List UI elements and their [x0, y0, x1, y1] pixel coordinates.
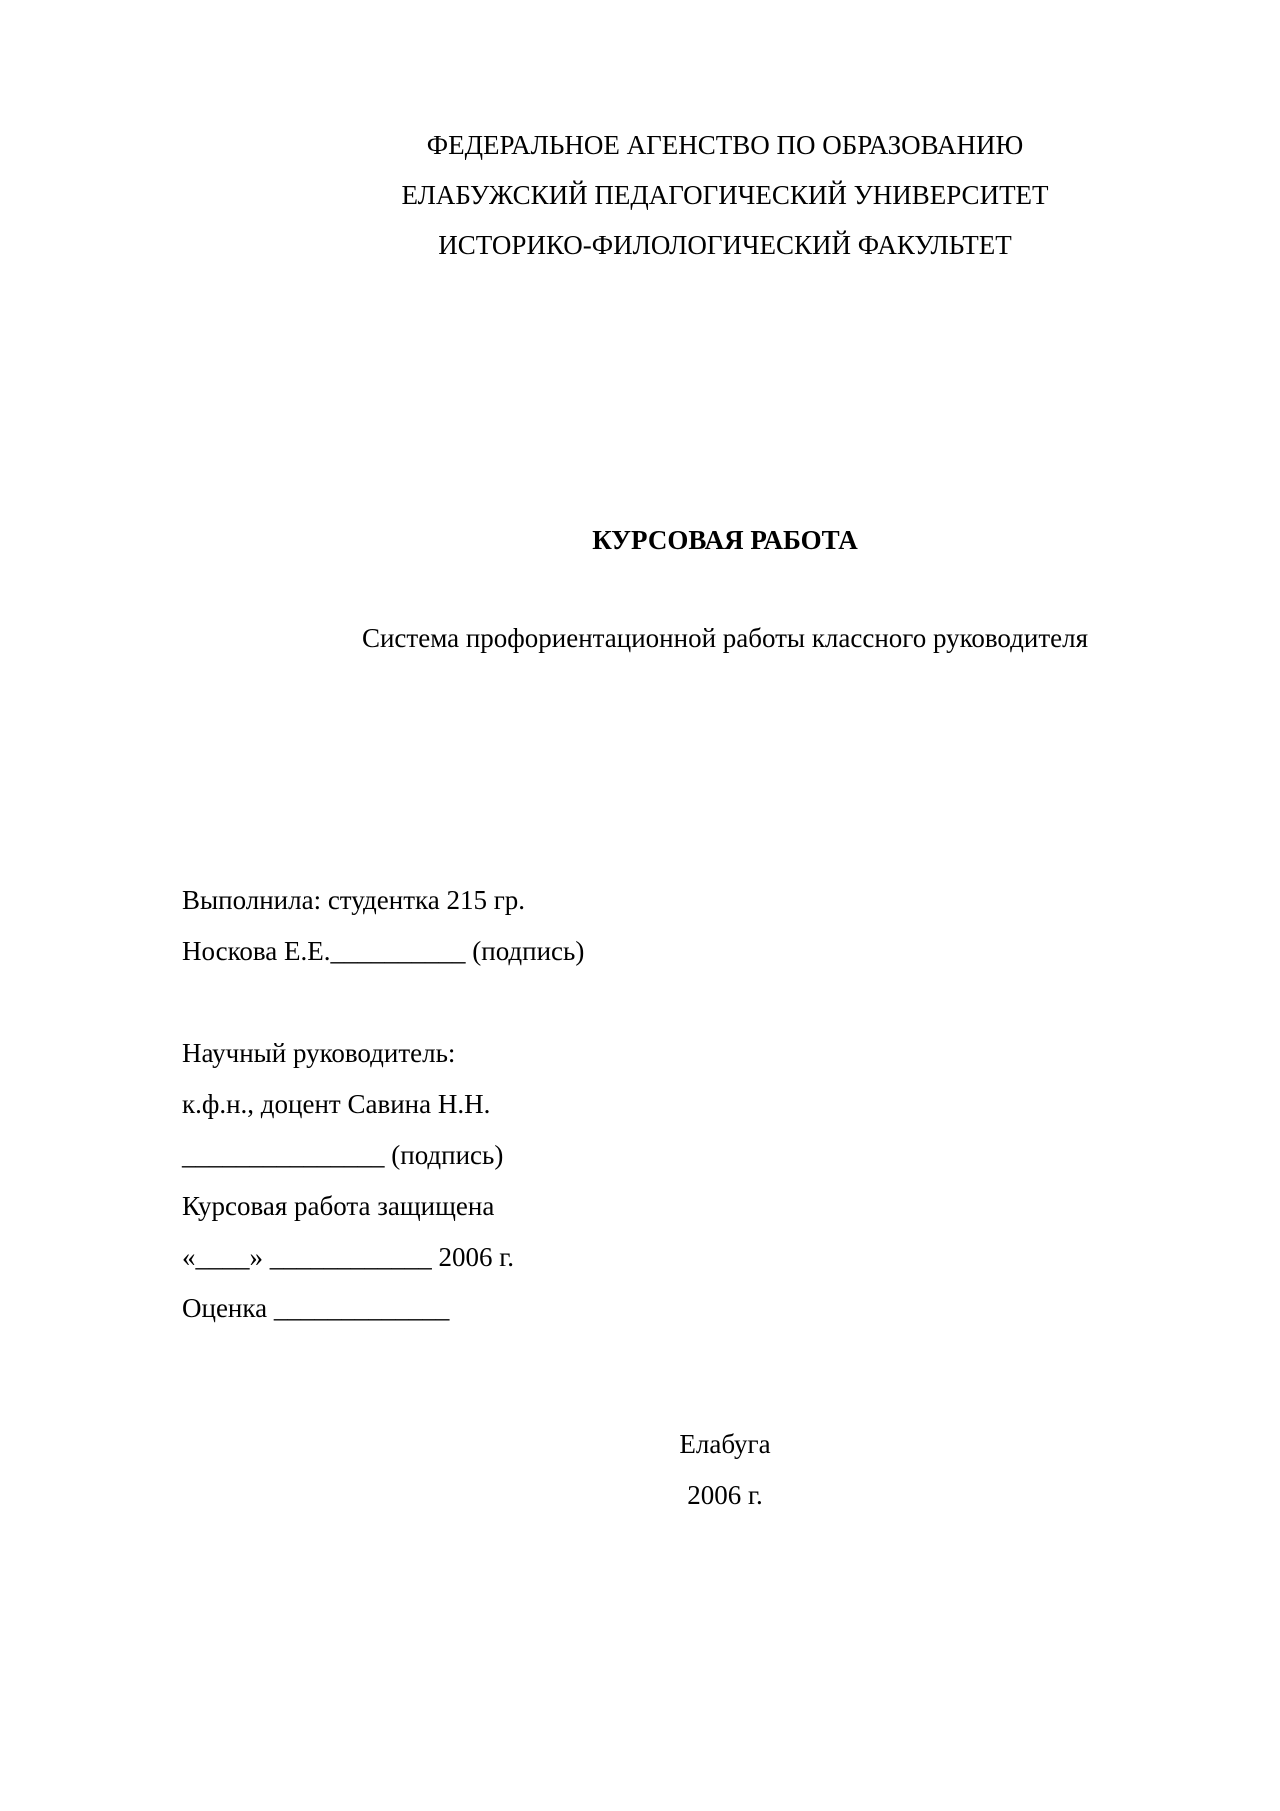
defense-date: «____» ____________ 2006 г. — [182, 1242, 515, 1272]
document-subtitle: Система профориентационной работы классного руководителя — [361, 623, 1089, 653]
supervisor-name: к.ф.н., доцент Савина Н.Н. — [182, 1089, 491, 1119]
header-agency: ФЕДЕРАЛЬНОЕ АГЕНСТВО ПО ОБРАЗОВАНИЮ — [426, 130, 1024, 160]
header-faculty: ИСТОРИКО-ФИЛОЛОГИЧЕСКИЙ ФАКУЛЬТЕТ — [438, 230, 1012, 260]
grade-line: Оценка _____________ — [182, 1293, 450, 1323]
defense-status: Курсовая работа защищена — [182, 1191, 495, 1221]
footer-city: Елабуга — [679, 1429, 771, 1459]
document-title: КУРСОВАЯ РАБОТА — [592, 525, 858, 555]
performed-by: Выполнила: студентка 215 гр. — [182, 885, 526, 915]
footer-year: 2006 г. — [687, 1480, 763, 1510]
author-signature: Носкова Е.Е.__________ (подпись) — [182, 936, 585, 966]
supervisor-signature: _______________ (подпись) — [182, 1140, 504, 1170]
header-university: ЕЛАБУЖСКИЙ ПЕДАГОГИЧЕСКИЙ УНИВЕРСИТЕТ — [401, 180, 1049, 210]
institution-header — [0, 120, 1280, 270]
author-details — [182, 875, 584, 1334]
supervisor-label: Научный руководитель: — [182, 1038, 456, 1068]
